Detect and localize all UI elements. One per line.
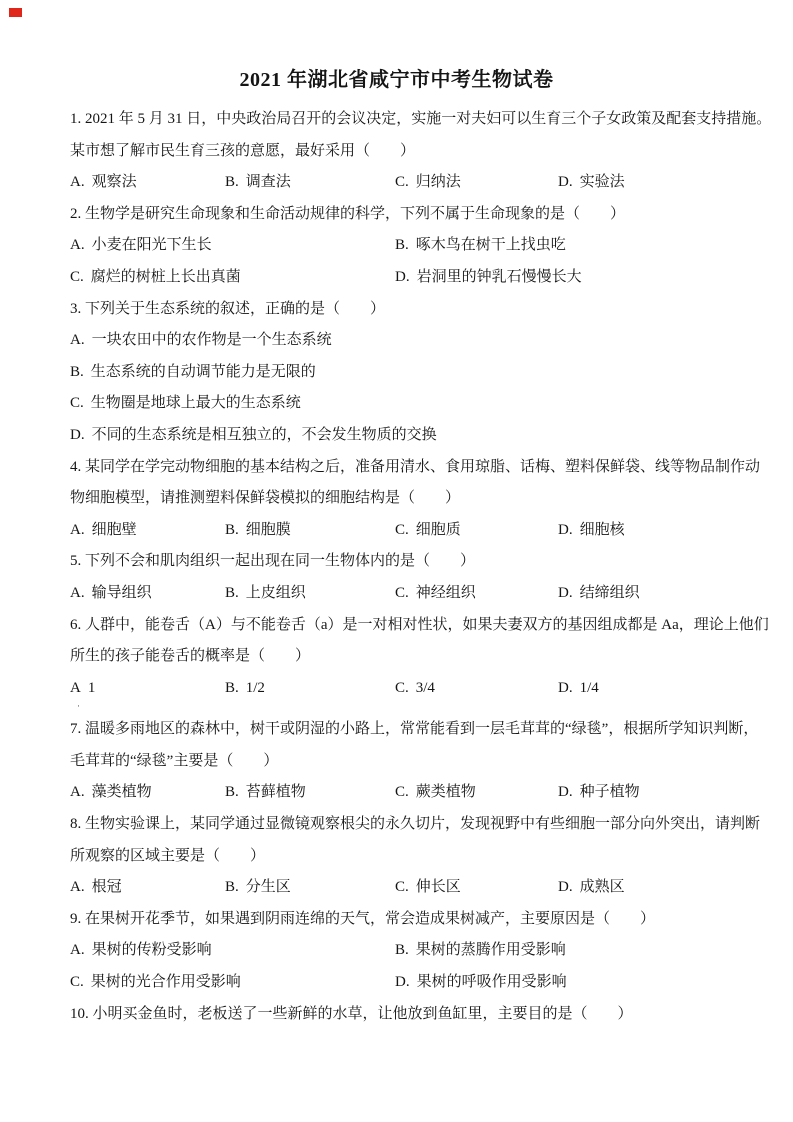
option-key: B. [395,942,409,959]
option-a [70,230,212,262]
option-b [225,578,306,610]
option-label: 生态系统的自动调节能力是无限的 [90,363,316,380]
option-label: 1 [87,679,96,696]
option-key: D. [558,784,573,801]
option-b [225,167,291,199]
option-label: 观察法 [91,174,137,191]
question-1 [70,104,772,199]
option-key: A. [70,879,85,896]
option-label: 细胞核 [579,521,625,538]
question-stem-line: 7. 温暖多雨地区的森林中，树干或阴湿的小路上，常常能看到一层毛茸茸的“绿毯”，根据所学知识判断， [70,721,759,738]
option-key: D. [558,521,573,538]
option-c [395,673,435,705]
question-stem-line: 5. 下列不会和肌肉组织一起出现在同一生物体内的是（ ） [70,553,476,570]
option-a [70,515,137,547]
option-key: C. [395,679,409,696]
question-stem-line: 8. 生物实验课上，某同学通过显微镜观察根尖的永久切片，发现视野中有些细胞一部分向外突出，请判断 [70,816,761,833]
option-label: 果树的蒸腾作用受影响 [415,942,566,959]
question-9 [70,904,735,999]
option-d [558,777,640,809]
option-label: 果树的呼吸作用受影响 [416,974,567,991]
option-c [395,167,461,199]
option-a [70,872,122,904]
options-row [70,777,735,809]
option-label: 伸长区 [415,879,461,896]
option-b [70,357,316,389]
option-key: B. [225,784,239,801]
question-stem-line: 毛茸茸的“绿毯”主要是（ ） [70,752,279,769]
option-label: 细胞质 [415,521,461,538]
option-key: B. [225,174,239,191]
option-label: 结缔组织 [579,584,640,601]
option-label: 1/4 [579,679,599,696]
option-key: C. [395,879,409,896]
question-10 [70,999,735,1031]
question-4 [70,452,761,547]
option-d [558,167,625,199]
option-key: D. [558,879,573,896]
question-8 [70,809,761,904]
option-label: 1/2 [245,679,265,696]
question-6 [70,610,769,705]
option-label: 成熟区 [579,879,625,896]
option-key: B. [225,521,239,538]
option-label: 细胞壁 [91,521,137,538]
options-row [70,167,735,199]
question-stem-line: 所观察的区域主要是（ ） [70,847,266,864]
option-key: A. [70,174,85,191]
option-label: 生物圈是地球上最大的生态系统 [90,395,301,412]
options-row [70,325,735,357]
question-7 [70,714,759,809]
option-label: 岩洞里的钟乳石慢慢长大 [416,268,582,285]
option-label: 分生区 [245,879,291,896]
option-key: C. [395,784,409,801]
options-row [70,420,735,452]
option-a [70,935,212,967]
option-b [225,777,306,809]
question-stem-line: 物细胞模型，请推测塑料保鲜袋模拟的细胞结构是（ ） [70,490,461,507]
exam-body [70,104,772,1030]
option-key: D. [395,974,410,991]
question-stem-line: 9. 在果树开花季节，如果遇到阴雨连绵的天气，常会造成果树减产，主要原因是（ ） [70,910,656,927]
options-row [70,230,735,262]
option-key: D. [558,174,573,191]
option-label: 根冠 [91,879,122,896]
option-key: C. [70,395,84,412]
option-key: C. [70,974,84,991]
option-key: D. [558,679,573,696]
option-a [70,325,332,357]
option-label: 藻类植物 [91,784,152,801]
option-a [70,777,152,809]
option-key: B. [225,879,239,896]
option-d [70,420,437,452]
option-key: A [70,679,81,696]
exam-title: 2021 年湖北省咸宁市中考生物试卷 [239,69,554,91]
options-row [70,673,735,705]
option-a [70,673,95,705]
question-2 [70,199,735,294]
option-b [395,230,566,262]
option-d [558,872,625,904]
options-row [70,935,735,967]
question-stem-line: 1. 2021 年 5 月 31 日，中央政治局召开的会议决定，实施一对夫妇可以生育三个子女政策及配套支持措施。 [70,111,772,127]
option-b [395,935,566,967]
options-row [70,578,735,610]
question-stem-line: 4. 某同学在学完动物细胞的基本结构之后，准备用清水、食用琼脂、话梅、塑料保鲜袋、线等物品制作动 [70,458,761,475]
option-key: C. [395,174,409,191]
question-stem-line: 3. 下列关于生态系统的叙述，正确的是（ ） [70,300,386,317]
corner-red-mark [9,8,22,17]
option-label: 归纳法 [415,174,461,191]
option-key: A. [70,521,85,538]
option-key: A. [70,237,85,254]
options-row [70,967,735,999]
option-d [395,262,582,294]
option-label: 腐烂的树桩上长出真菌 [90,268,241,285]
option-label: 种子植物 [579,784,640,801]
option-c [70,262,241,294]
options-row [70,515,735,547]
question-stem-line: 2. 生物学是研究生命现象和生命活动规律的科学，下列不属于生命现象的是（ ） [70,205,626,222]
option-c [395,872,461,904]
option-label: 不同的生态系统是相互独立的，不会发生物质的交换 [91,426,437,443]
option-a [70,578,152,610]
options-row [70,388,735,420]
options-row [70,872,735,904]
question-3 [70,294,735,452]
option-b [225,515,291,547]
option-label: 苔藓植物 [245,784,306,801]
option-label: 3/4 [415,679,435,696]
option-c [70,967,241,999]
options-row [70,357,735,389]
option-key: A. [70,784,85,801]
question-stem-line: 所生的孩子能卷舌的概率是（ ） [70,648,311,665]
paragraph-gap [70,701,735,714]
option-d [558,578,640,610]
option-key: B. [225,584,239,601]
option-d [558,673,599,705]
option-key: C. [70,268,84,285]
option-key: D. [70,426,85,443]
option-label: 果树的光合作用受影响 [90,974,241,991]
option-label: 输导组织 [91,584,152,601]
option-key: C. [395,521,409,538]
option-a [70,167,137,199]
option-label: 实验法 [579,174,625,191]
question-stem-line: 某市想了解市民生育三孩的意愿，最好采用（ ） [70,142,416,159]
option-b [225,673,265,705]
option-label: 蕨类植物 [415,784,476,801]
option-label: 细胞膜 [245,521,291,538]
option-key: A. [70,584,85,601]
option-key: A. [70,332,85,349]
option-d [395,967,567,999]
option-label: 小麦在阳光下生长 [91,237,212,254]
option-key: C. [395,584,409,601]
option-label: 调查法 [245,174,291,191]
option-label: 啄木鸟在树干上找虫吃 [415,237,566,254]
option-key: A. [70,942,85,959]
stray-mark: · [77,701,80,712]
option-key: D. [395,268,410,285]
option-c [395,777,476,809]
question-5 [70,546,735,609]
question-stem-line: 10. 小明买金鱼时，老板送了一些新鲜的水草，让他放到鱼缸里，主要目的是（ ） [70,1005,633,1022]
option-c [395,515,461,547]
option-key: D. [558,584,573,601]
option-key: B. [70,363,84,380]
option-label: 上皮组织 [245,584,306,601]
option-c [395,578,476,610]
option-label: 果树的传粉受影响 [91,942,212,959]
options-row [70,262,735,294]
question-stem-line: 6. 人群中，能卷舌（A）与不能卷舌（a）是一对相对性状，如果夫妻双方的基因组成都是 Aa，理论上他们 [70,616,769,633]
option-d [558,515,625,547]
option-label: 一块农田中的农作物是一个生态系统 [91,332,332,349]
option-c [70,388,301,420]
option-key: B. [225,679,239,696]
option-label: 神经组织 [415,584,476,601]
option-b [225,872,291,904]
option-key: B. [395,237,409,254]
